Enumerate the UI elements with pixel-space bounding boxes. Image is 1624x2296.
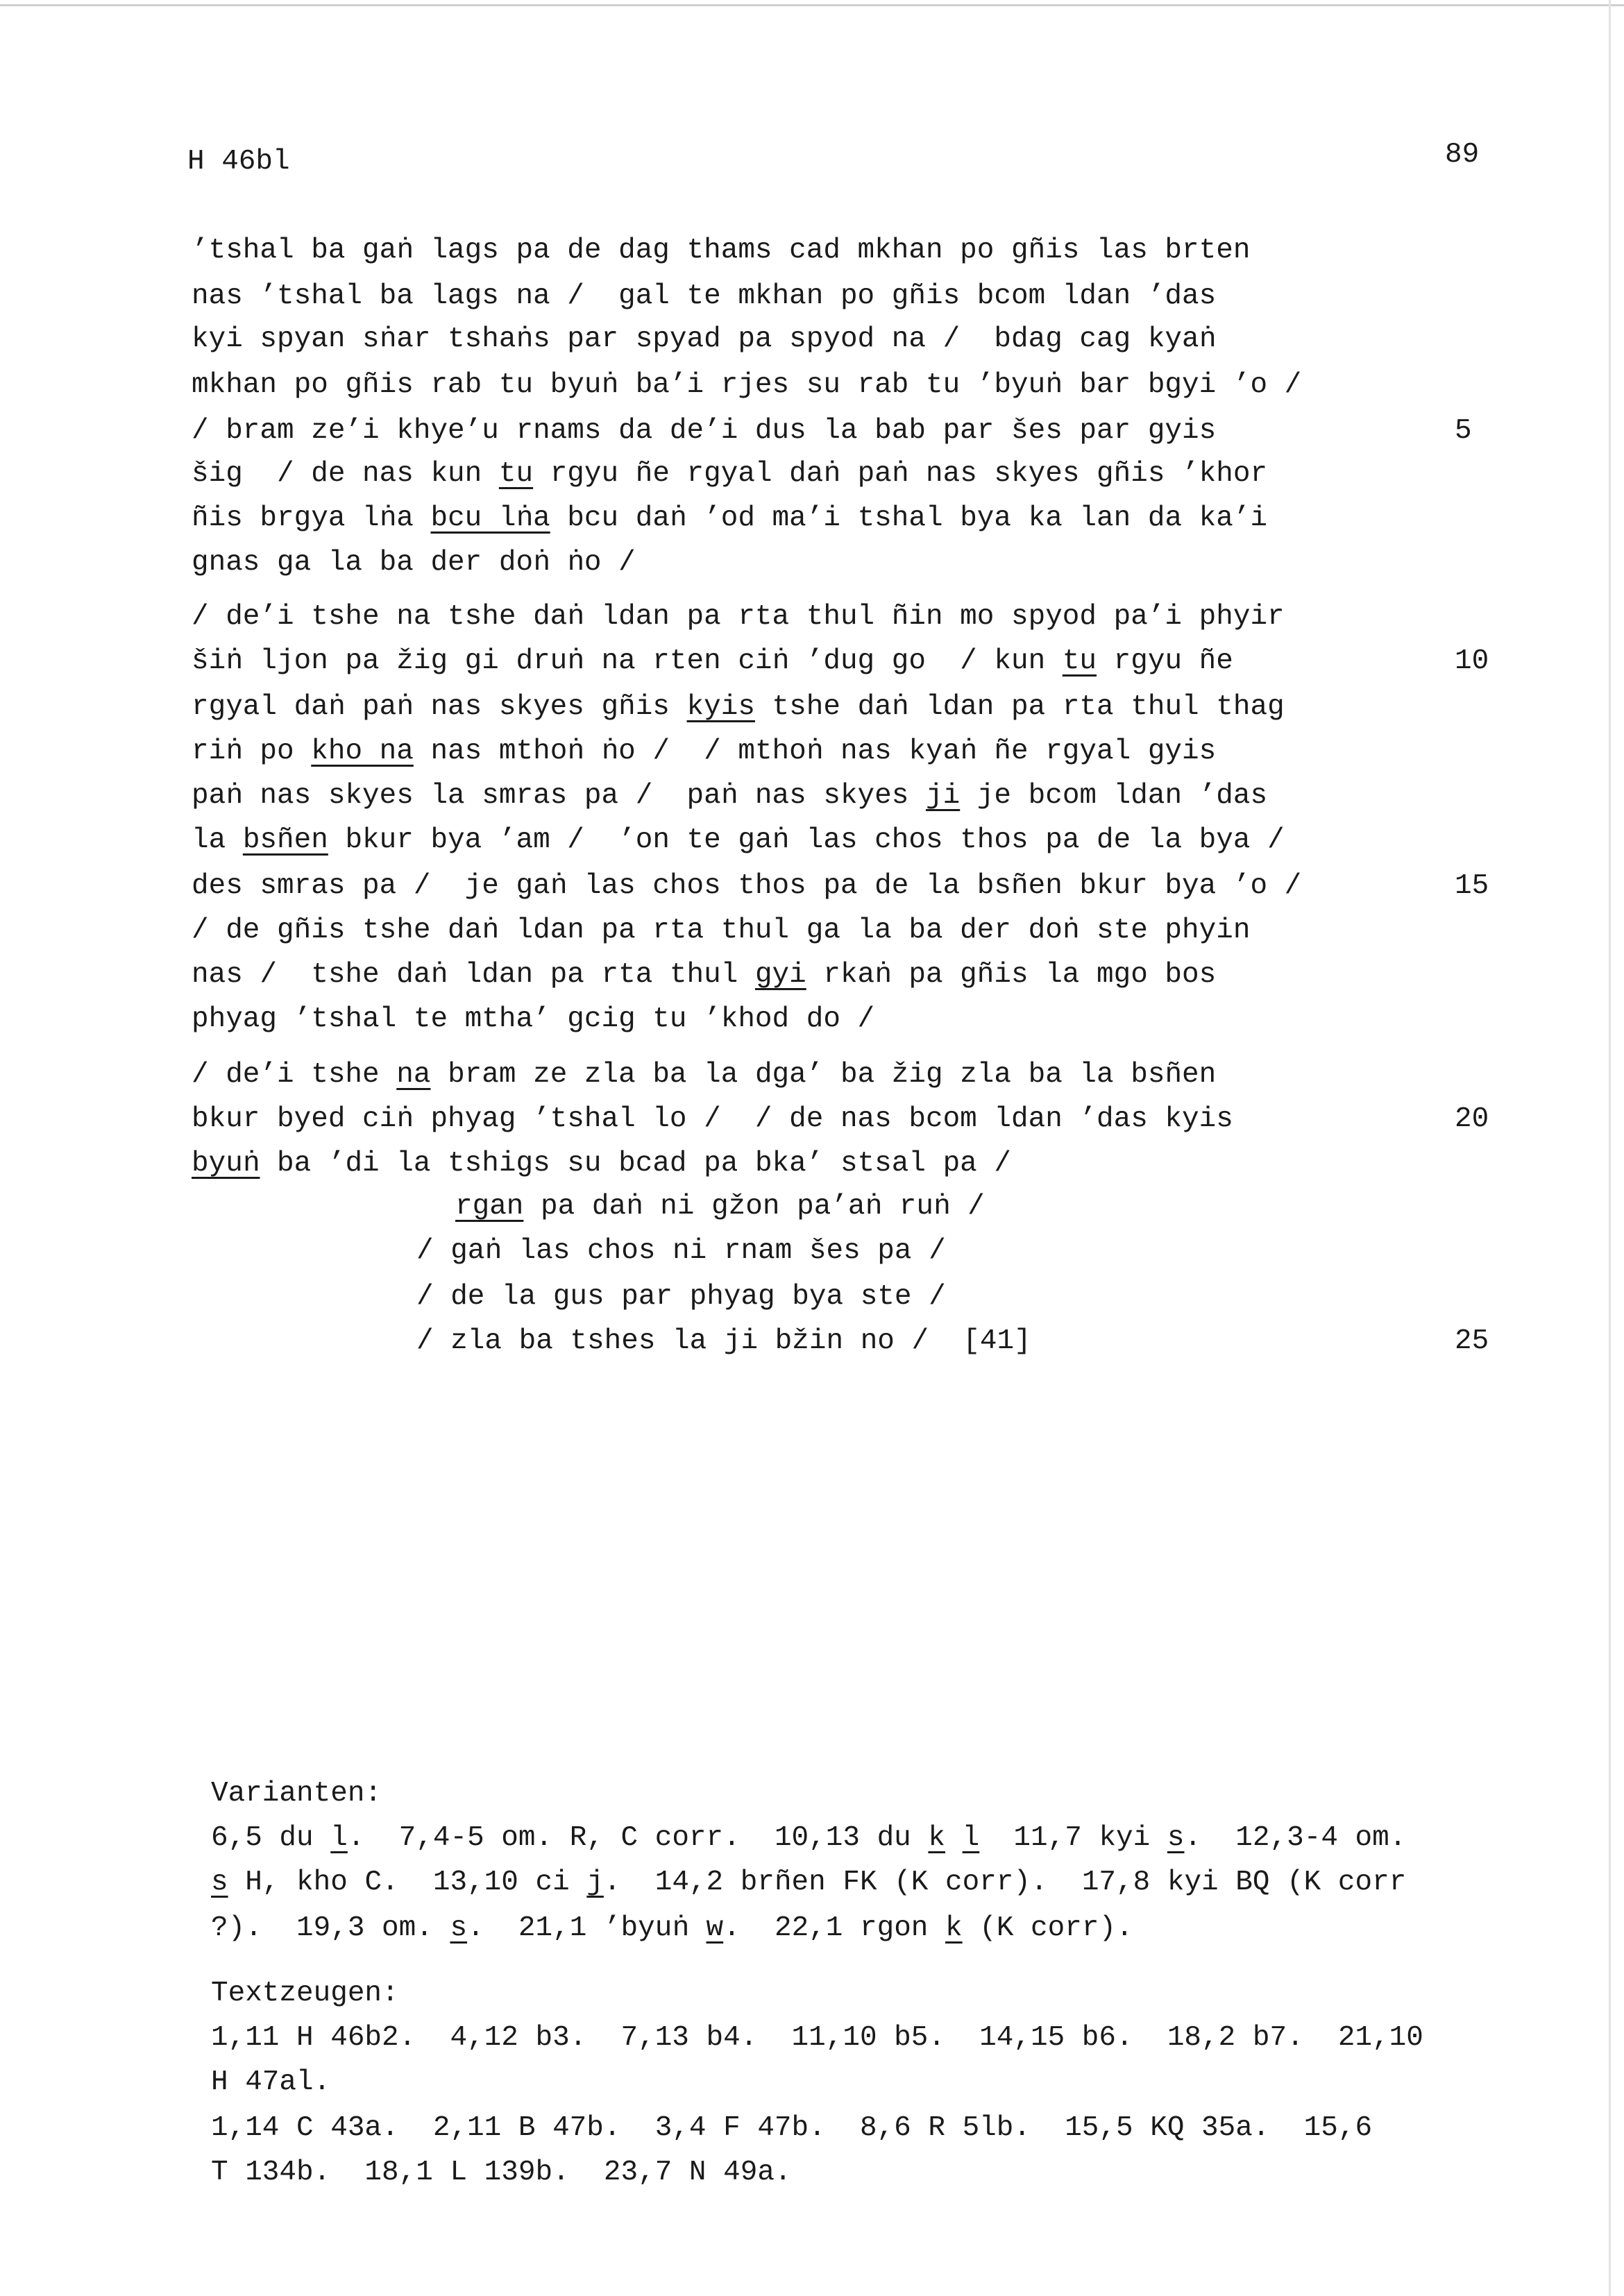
underlined-word: s — [211, 1866, 228, 1898]
text-segment: pa daṅ ni gžon pa’aṅ ruṅ / — [523, 1191, 985, 1223]
underlined-word: l — [962, 1822, 980, 1854]
text-segment: H 47al. — [211, 2066, 331, 2098]
text-segment: ñis brgya lṅa — [192, 502, 431, 534]
line-number: 20 — [1455, 1103, 1489, 1135]
text-segment: nas / tshe daṅ ldan pa rta thul — [192, 959, 755, 991]
text-segment: tshe daṅ ldan pa rta thul thag — [754, 691, 1285, 723]
variant-line — [211, 1912, 1133, 1944]
text-line — [192, 959, 1216, 991]
witness-line — [211, 2022, 1423, 2054]
underlined-word: l — [330, 1822, 348, 1854]
line-number: 25 — [1455, 1325, 1489, 1357]
page-number: 89 — [1445, 139, 1480, 171]
text-line — [416, 1281, 946, 1313]
text-line — [192, 235, 1250, 266]
witness-line — [211, 2157, 792, 2188]
underlined-word: ji — [925, 780, 961, 812]
text-line — [192, 1103, 1233, 1135]
text-segment: phyag ’tshal te mtha’ gcig tu ’khod do / — [192, 1003, 875, 1035]
text-segment: riṅ po — [192, 735, 312, 767]
text-segment: / gaṅ las chos ni rnam šes pa / — [416, 1235, 946, 1267]
text-line — [192, 323, 1216, 355]
text-segment: 1,14 C 43a. 2,11 B 47b. 3,4 F 47b. 8,6 R 5lb. 15,5 KQ 35a. 15,6 — [211, 2112, 1373, 2144]
text-segment: bkur byed ciṅ phyag ’tshal lo / / de nas bcom ldan ’das kyis — [192, 1103, 1233, 1135]
text-segment: rkaṅ pa gñis la mgo bos — [806, 959, 1217, 991]
text-segment: . 7,4-5 om. R, C corr. 10,13 du — [347, 1822, 929, 1854]
text-segment: / de gñis tshe daṅ ldan pa rta thul ga la ba der doṅ ste phyin — [192, 915, 1251, 946]
text-line — [192, 915, 1250, 946]
text-line — [192, 870, 1301, 902]
text-segment — [945, 1822, 963, 1854]
text-segment: ?). 19,3 om. — [211, 1912, 450, 1944]
text-segment: rgyu ñe — [1097, 645, 1233, 677]
line-number: 5 — [1455, 415, 1472, 447]
text-line — [192, 735, 1216, 767]
witness-line — [211, 2112, 1372, 2144]
text-segment: / zla ba tshes la ji bžin no / [41] — [416, 1325, 1031, 1357]
line-number: 15 — [1455, 870, 1489, 902]
underlined-word: k — [928, 1822, 945, 1854]
text-segment: bram ze zla ba la dga’ ba žig zla ba la bsñen — [430, 1059, 1217, 1091]
text-line — [416, 1325, 1031, 1357]
text-line — [192, 1003, 874, 1035]
top-edge-rule — [0, 4, 1624, 6]
variants-heading: Varianten: — [211, 1778, 382, 1810]
witnesses-heading: Textzeugen: — [211, 1978, 399, 2009]
text-segment: / de la gus par phyag bya ste / — [416, 1281, 946, 1313]
text-segment: šig / de nas kun — [192, 458, 499, 490]
text-segment: . 22,1 rgon — [723, 1912, 946, 1944]
text-line — [192, 1059, 1216, 1091]
underlined-word: kyis — [686, 691, 755, 723]
text-segment: kyi spyan sṅar tshaṅs par spyad pa spyod na / bdag cag kyaṅ — [192, 323, 1217, 355]
text-segment: T 134b. 18,1 L 139b. 23,7 N 49a. — [211, 2157, 792, 2188]
underlined-word: gyi — [754, 959, 806, 991]
text-line — [416, 1235, 946, 1267]
underlined-word: byuṅ — [192, 1148, 260, 1180]
line-number: 10 — [1455, 645, 1489, 677]
text-segment: / de’i tshe na tshe daṅ ldan pa rta thul ñin mo spyod pa’i phyir — [192, 601, 1285, 633]
variant-line — [211, 1866, 1406, 1898]
text-line — [192, 824, 1285, 856]
text-segment: bcu daṅ ’od ma’i tshal bya ka lan da ka’i — [550, 502, 1268, 534]
text-line — [192, 547, 636, 579]
underlined-word: rgan — [455, 1191, 524, 1223]
text-segment: la — [192, 824, 243, 856]
text-line — [192, 502, 1267, 534]
folio-reference: H 46bl — [187, 146, 290, 178]
text-segment: rgyu ñe rgyal daṅ paṅ nas skyes gñis ’khor — [533, 458, 1268, 490]
text-line — [192, 780, 1267, 812]
underlined-word: na — [396, 1059, 431, 1091]
text-line — [192, 369, 1301, 401]
underlined-word: j — [586, 1866, 604, 1898]
text-segment: rgyal daṅ paṅ nas skyes gñis — [192, 691, 687, 723]
text-segment: gnas ga la ba der doṅ ṅo / — [192, 547, 636, 579]
text-segment: des smras pa / je gaṅ las chos thos pa de la bsñen bkur bya ’o / — [192, 870, 1302, 902]
underlined-word: tu — [1062, 645, 1097, 677]
text-line — [192, 601, 1285, 633]
text-segment: je bcom ldan ’das — [960, 780, 1268, 812]
underlined-word: s — [450, 1912, 468, 1944]
text-line — [192, 415, 1216, 447]
text-segment: . 21,1 ’byuṅ — [467, 1912, 707, 1944]
text-segment: / de’i tshe — [192, 1059, 397, 1091]
underlined-word: tu — [498, 458, 534, 490]
underlined-word: k — [945, 1912, 963, 1944]
witness-line — [211, 2066, 330, 2098]
text-segment: bkur bya ’am / ’on te gaṅ las chos thos pa de la bya / — [328, 824, 1285, 856]
text-line — [192, 645, 1233, 677]
variant-line — [211, 1822, 1406, 1854]
text-segment: H, kho C. 13,10 ci — [228, 1866, 587, 1898]
text-segment: . 14,2 brñen FK (K corr). 17,8 kyi BQ (K corr — [603, 1866, 1407, 1898]
text-segment: 11,7 kyi — [979, 1822, 1167, 1854]
text-line — [192, 280, 1216, 312]
text-segment: 1,11 H 46b2. 4,12 b3. 7,13 b4. 11,10 b5. 14,15 b6. 18,2 b7. 21,10 — [211, 2022, 1423, 2054]
text-segment: / bram ze’i khye’u rnams da de’i dus la bab par šes par gyis — [192, 415, 1217, 447]
text-segment: mkhan po gñis rab tu byuṅ ba’i rjes su rab tu ’byuṅ bar bgyi ’o / — [192, 369, 1302, 401]
text-segment: 6,5 du — [211, 1822, 331, 1854]
underlined-word: kho na — [311, 735, 414, 767]
underlined-word: bsñen — [242, 824, 328, 856]
underlined-word: s — [1167, 1822, 1185, 1854]
text-segment: nas mthoṅ ṅo / / mthoṅ nas kyaṅ ñe rgyal gyis — [413, 735, 1217, 767]
text-segment: šiṅ ljon pa žig gi druṅ na rten ciṅ ’dug go / kun — [192, 645, 1063, 677]
text-line — [192, 691, 1285, 723]
underlined-word: bcu lṅa — [430, 502, 550, 534]
text-segment: (K corr). — [962, 1912, 1133, 1944]
text-segment: . 12,3-4 om. — [1184, 1822, 1407, 1854]
right-edge-rule — [1609, 0, 1611, 2296]
text-line — [192, 1148, 1011, 1180]
text-segment: nas ’tshal ba lags na / gal te mkhan po gñis bcom ldan ’das — [192, 280, 1217, 312]
text-segment: ’tshal ba gaṅ lags pa de dag thams cad mkhan po gñis las brten — [192, 235, 1251, 266]
text-segment: paṅ nas skyes la smras pa / paṅ nas skyes — [192, 780, 926, 812]
text-line — [192, 458, 1267, 490]
text-segment: ba ’di la tshigs su bcad pa bka’ stsal pa / — [260, 1148, 1011, 1180]
text-line — [455, 1191, 985, 1223]
underlined-word: w — [706, 1912, 724, 1944]
